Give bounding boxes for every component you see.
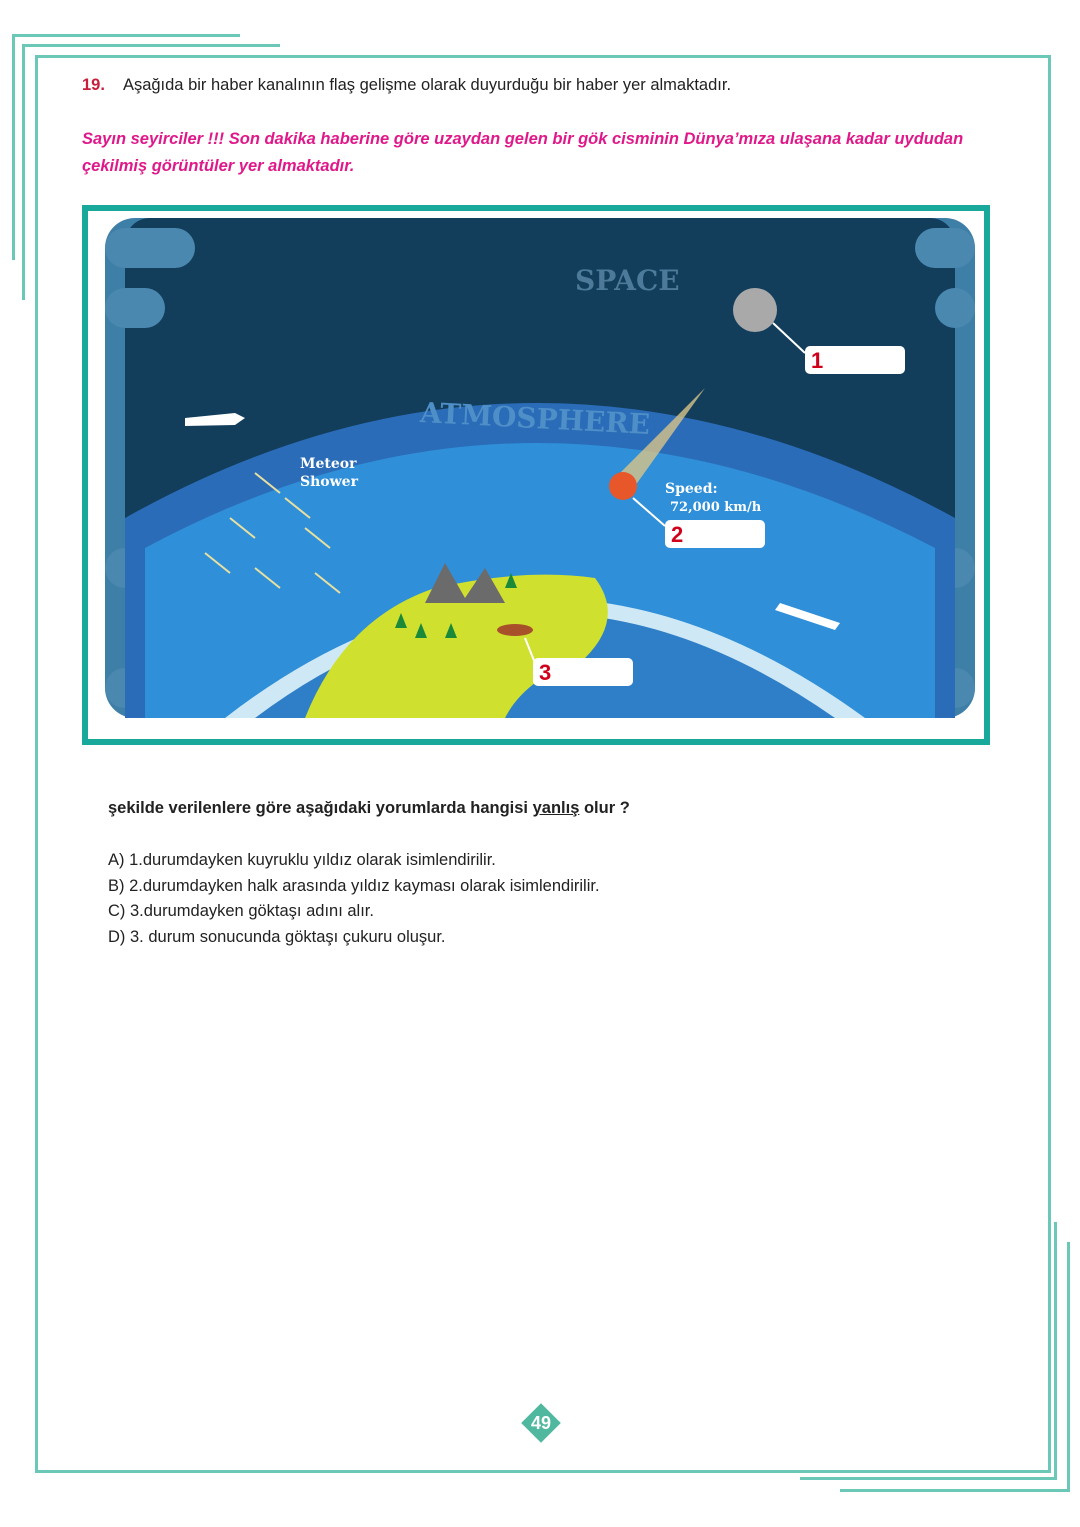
speed-value: 72,000 km/h: [670, 500, 762, 515]
atmosphere-label: ATMOSPHERE: [419, 396, 651, 442]
question-number: 19.: [82, 76, 105, 94]
label-2: 2: [671, 522, 684, 547]
decor-line: [800, 1477, 1057, 1480]
option-d[interactable]: D) 3. durum sonucunda göktaşı çukuru oluşur.: [108, 927, 446, 946]
option-b[interactable]: B) 2.durumdayken halk arasında yıldız kayması olarak isimlendirilir.: [108, 876, 600, 895]
answer-options: [108, 848, 600, 950]
decor-line: [22, 44, 25, 300]
meteor-label: Meteor: [300, 456, 357, 472]
figure-box: [82, 205, 990, 745]
page-number: 49: [530, 1413, 552, 1433]
news-text: Sayın seyirciler !!! Son dakika haberine göre uzaydan gelen bir gök cisminin Dünya’mıza ulaşana kadar uydudan çekilmiş görüntüler yer almaktadır.: [82, 130, 964, 175]
decor-line: [12, 34, 240, 37]
speed-label: Speed:: [665, 481, 718, 497]
page-number-badge: [521, 1403, 561, 1443]
decor-line: [22, 44, 280, 47]
decor-line: [840, 1489, 1070, 1492]
option-a[interactable]: A) 1.durumdayken kuyruklu yıldız olarak isimlendirilir.: [108, 851, 496, 869]
question-prompt: [108, 799, 630, 818]
decor-line: [1067, 1242, 1070, 1492]
space-label: SPACE: [575, 264, 680, 297]
option-c[interactable]: C) 3.durumdayken göktaşı adını alır.: [108, 902, 374, 920]
prompt-end: olur ?: [579, 799, 630, 817]
question-text: Aşağıda bir haber kanalının flaş gelişme olarak duyurduğu bir haber yer almaktadır.: [122, 76, 732, 94]
decor-line: [1054, 1222, 1057, 1480]
prompt-emphasis: yanlış: [532, 799, 580, 817]
label-3: 3: [539, 660, 552, 685]
question-intro: [82, 76, 731, 95]
label-1: 1: [811, 348, 824, 373]
prompt-text: şekilde verilenlere göre aşağıdaki yorumlarda hangisi: [108, 799, 533, 817]
shower-label: Shower: [300, 474, 358, 490]
decor-line: [12, 34, 15, 260]
meteor-illustration: [105, 218, 975, 718]
